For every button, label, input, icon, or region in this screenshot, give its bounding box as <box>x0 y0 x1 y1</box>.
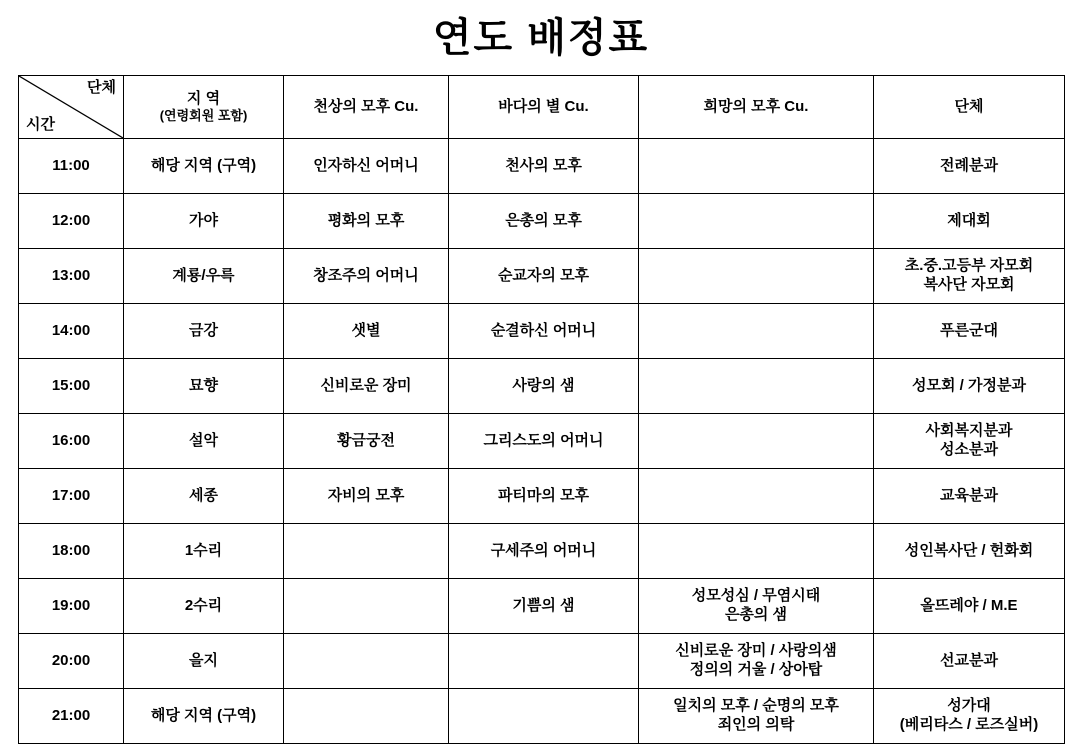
cell-group <box>874 249 1065 304</box>
cell-cu2: 기쁨의 샘 <box>449 579 639 634</box>
cell-cu3 <box>639 414 874 469</box>
cell-cu2 <box>449 689 639 744</box>
schedule-table-container <box>0 75 1082 744</box>
cell-cu1: 신비로운 장미 <box>284 359 449 414</box>
header-cell-cu1: 천상의 모후 Cu. <box>284 76 449 139</box>
cell-time: 20:00 <box>19 634 124 689</box>
cell-group-line1: 성가대 <box>947 697 991 715</box>
cell-region: 해당 지역 (구역) <box>124 689 284 744</box>
table-row <box>19 689 1065 744</box>
cell-time: 16:00 <box>19 414 124 469</box>
cell-time: 14:00 <box>19 304 124 359</box>
cell-cu2: 은총의 모후 <box>449 194 639 249</box>
cell-region: 설악 <box>124 414 284 469</box>
cell-cu2: 순교자의 모후 <box>449 249 639 304</box>
header-cell-group: 단체 <box>874 76 1065 139</box>
cell-group <box>874 524 1065 579</box>
table-row <box>19 579 1065 634</box>
cell-region: 2수리 <box>124 579 284 634</box>
header-corner-group-label: 단체 <box>87 79 116 96</box>
cell-group <box>874 414 1065 469</box>
cell-group-line1: 사회복지분과 <box>925 422 1013 440</box>
cell-cu3-line2: 은총의 샘 <box>724 606 788 623</box>
cell-group <box>874 579 1065 634</box>
cell-cu1: 평화의 모후 <box>284 194 449 249</box>
cell-cu1 <box>284 634 449 689</box>
cell-group <box>874 194 1065 249</box>
table-row <box>19 249 1065 304</box>
cell-time: 21:00 <box>19 689 124 744</box>
cell-group-line1: 교육분과 <box>940 486 998 504</box>
cell-cu3-line2: 죄인의 의탁 <box>717 716 795 733</box>
cell-cu1 <box>284 689 449 744</box>
table-row <box>19 524 1065 579</box>
cell-cu3 <box>639 359 874 414</box>
cell-cu3 <box>639 689 874 744</box>
cell-cu1 <box>284 524 449 579</box>
cell-cu2: 구세주의 어머니 <box>449 524 639 579</box>
cell-cu1: 샛별 <box>284 304 449 359</box>
cell-group <box>874 634 1065 689</box>
cell-region: 을지 <box>124 634 284 689</box>
cell-group <box>874 689 1065 744</box>
header-cell-region <box>124 76 284 139</box>
cell-group-line1: 전례분과 <box>940 156 998 174</box>
header-region-line2: (연령회원 포함) <box>159 108 248 124</box>
cell-group-line1: 올뜨레야 / M.E <box>920 596 1018 614</box>
cell-cu3 <box>639 304 874 359</box>
cell-group-line2: 복사단 자모회 <box>923 276 1015 293</box>
cell-cu3 <box>639 634 874 689</box>
cell-cu3-line1: 성모성심 / 무염시태 <box>691 587 821 605</box>
table-row <box>19 194 1065 249</box>
table-row <box>19 634 1065 689</box>
cell-region: 1수리 <box>124 524 284 579</box>
cell-group-line1: 초.중.고등부 자모회 <box>904 257 1034 275</box>
table-body <box>19 139 1065 744</box>
cell-region: 금강 <box>124 304 284 359</box>
cell-cu2: 그리스도의 어머니 <box>449 414 639 469</box>
cell-cu1 <box>284 579 449 634</box>
cell-cu1: 인자하신 어머니 <box>284 139 449 194</box>
header-corner-cell <box>19 76 124 139</box>
cell-time: 11:00 <box>19 139 124 194</box>
cell-cu3-line1: 일치의 모후 / 순명의 모후 <box>673 697 839 715</box>
cell-cu2: 사랑의 샘 <box>449 359 639 414</box>
cell-cu1: 창조주의 어머니 <box>284 249 449 304</box>
cell-cu3 <box>639 194 874 249</box>
cell-cu3-line1: 신비로운 장미 / 사랑의샘 <box>675 642 837 660</box>
cell-cu3-line2: 정의의 거울 / 상아탑 <box>689 661 823 678</box>
cell-group <box>874 469 1065 524</box>
cell-group-line2: 성소분과 <box>940 441 998 458</box>
cell-time: 12:00 <box>19 194 124 249</box>
cell-time: 18:00 <box>19 524 124 579</box>
cell-cu2 <box>449 634 639 689</box>
cell-cu3 <box>639 139 874 194</box>
header-cell-cu3: 희망의 모후 Cu. <box>639 76 874 139</box>
cell-cu3 <box>639 469 874 524</box>
cell-time: 17:00 <box>19 469 124 524</box>
header-row <box>19 76 1065 139</box>
header-region-line1: 지 역 <box>186 89 221 107</box>
cell-cu2: 천사의 모후 <box>449 139 639 194</box>
header-corner-time-label: 시간 <box>26 116 55 134</box>
schedule-table <box>18 75 1065 744</box>
table-row <box>19 414 1065 469</box>
cell-group-line2: (베리타스 / 로즈실버) <box>899 716 1039 733</box>
table-row <box>19 469 1065 524</box>
cell-group-line1: 성인복사단 / 헌화회 <box>904 541 1034 559</box>
cell-group-line1: 선교분과 <box>940 651 998 669</box>
page-title: 연도 배정표 <box>432 16 650 60</box>
table-row <box>19 139 1065 194</box>
cell-time: 13:00 <box>19 249 124 304</box>
header-cell-cu2: 바다의 별 Cu. <box>449 76 639 139</box>
cell-group-line1: 푸른군대 <box>940 321 998 339</box>
cell-group <box>874 359 1065 414</box>
cell-cu3 <box>639 579 874 634</box>
cell-group-line1: 제대회 <box>947 211 991 229</box>
cell-group <box>874 304 1065 359</box>
cell-group <box>874 139 1065 194</box>
table-header <box>19 76 1065 139</box>
cell-cu2: 파티마의 모후 <box>449 469 639 524</box>
cell-cu1: 황금궁전 <box>284 414 449 469</box>
document-page <box>0 6 1082 733</box>
cell-time: 19:00 <box>19 579 124 634</box>
cell-cu1: 자비의 모후 <box>284 469 449 524</box>
cell-region: 계룡/우륵 <box>124 249 284 304</box>
cell-time: 15:00 <box>19 359 124 414</box>
cell-region: 가야 <box>124 194 284 249</box>
cell-region: 묘향 <box>124 359 284 414</box>
cell-group-line1: 성모회 / 가정분과 <box>912 376 1026 394</box>
table-row <box>19 359 1065 414</box>
cell-region: 세종 <box>124 469 284 524</box>
cell-region: 해당 지역 (구역) <box>124 139 284 194</box>
table-row <box>19 304 1065 359</box>
cell-cu2: 순결하신 어머니 <box>449 304 639 359</box>
cell-cu3 <box>639 249 874 304</box>
cell-cu3 <box>639 524 874 579</box>
